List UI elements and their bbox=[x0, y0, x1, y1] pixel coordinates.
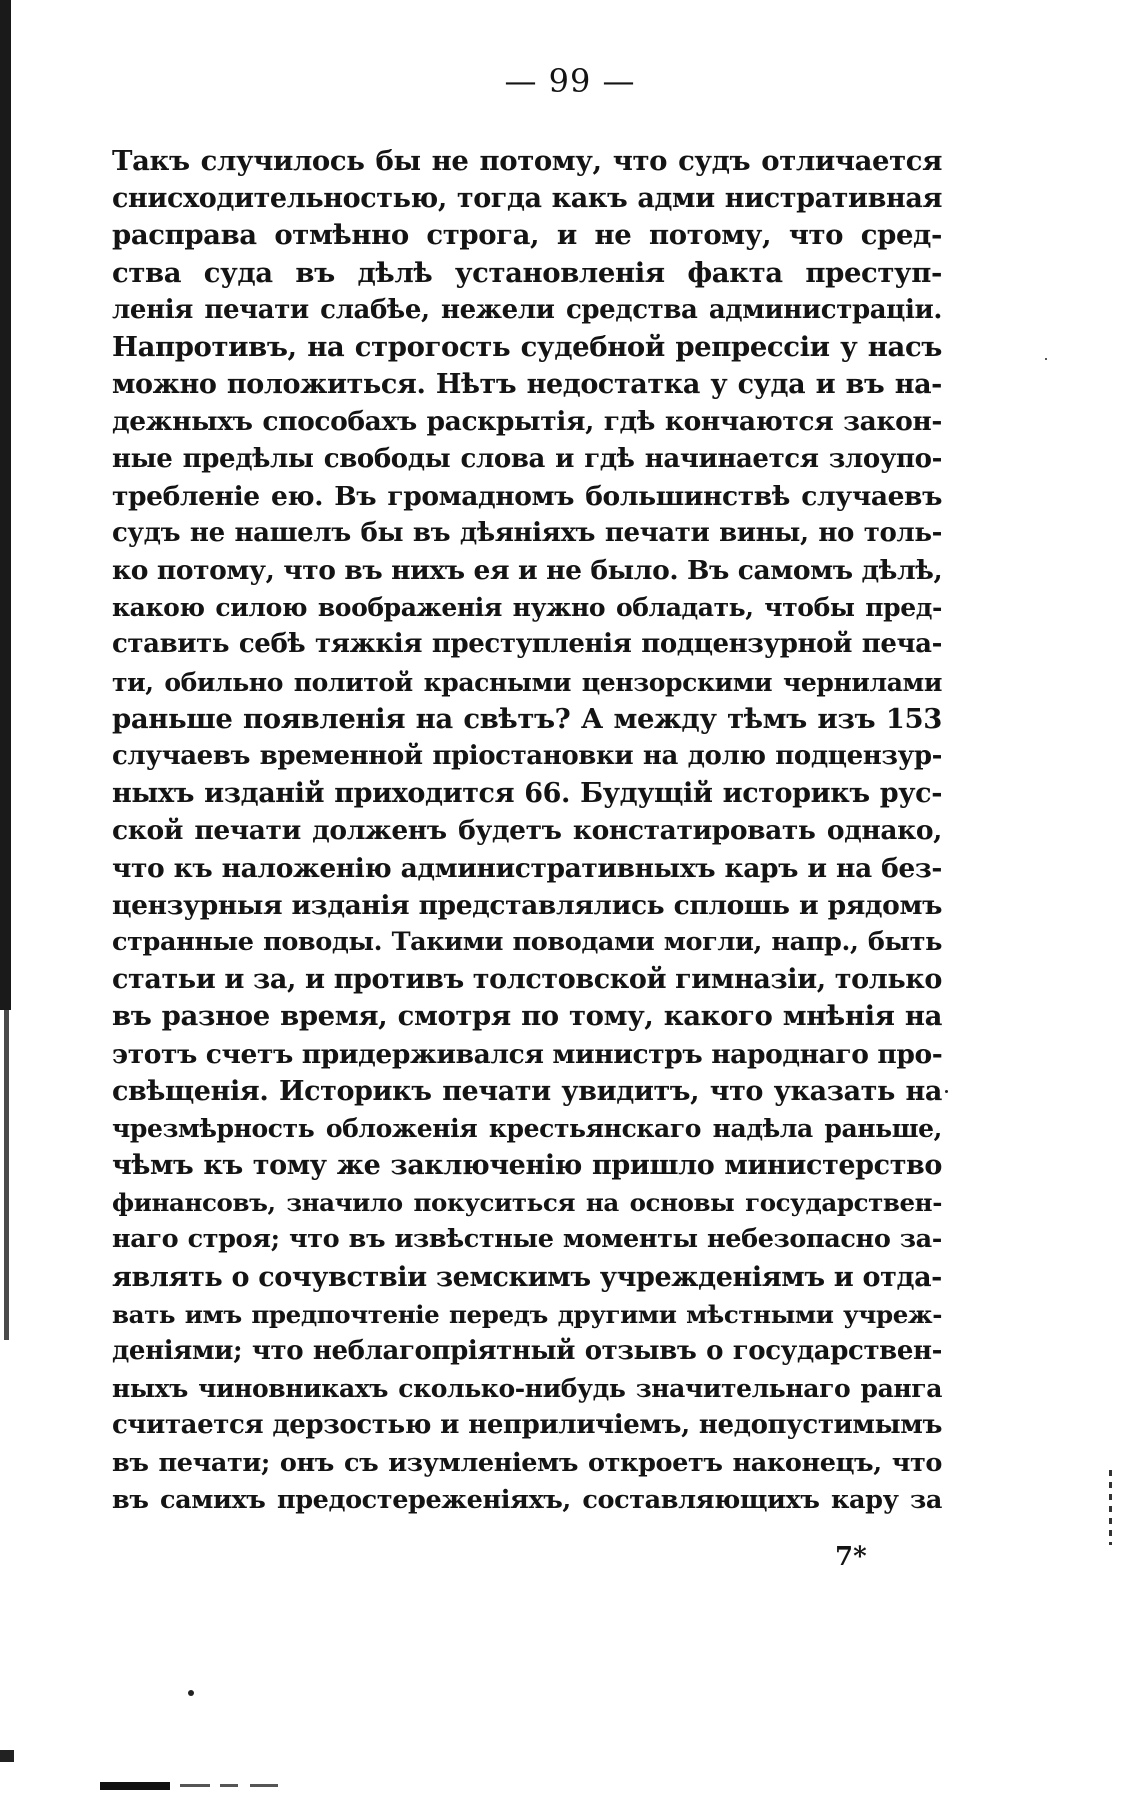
text-line: деніями; что неблагопріятный отзывъ о государствен- bbox=[112, 1336, 942, 1366]
text-line: чѣмъ къ тому же заключенію пришло министерство bbox=[112, 1150, 942, 1182]
text-line: ныхъ чиновникахъ сколько-нибудь значительнаго ранга bbox=[112, 1374, 942, 1404]
text-line: цензурныя изданія представлялись сплошь и рядомъ bbox=[112, 889, 942, 921]
text-line: въ разное время, смотря по тому, какого мнѣнія на bbox=[112, 1000, 942, 1033]
scan-edge-mark bbox=[0, 1750, 14, 1762]
scan-edge-mark bbox=[1109, 1470, 1112, 1545]
ink-speck bbox=[188, 1690, 194, 1696]
scan-artifact-bar bbox=[100, 1782, 170, 1790]
text-line: ко потому, что въ нихъ ея и не было. Въ самомъ дѣлѣ, bbox=[112, 555, 943, 587]
text-line: финансовъ, значило покуситься на основы государствен- bbox=[112, 1188, 942, 1218]
text-line: можно положиться. Нѣтъ недостатка у суда и въ на- bbox=[112, 369, 942, 401]
text-line: что къ наложенію административныхъ каръ и на без- bbox=[112, 852, 942, 884]
page-number: — 99 — bbox=[504, 62, 636, 100]
text-line: расправа отмѣнно строга, и не потому, что сред- bbox=[112, 219, 942, 252]
text-line: считается дерзостью и неприличіемъ, недопустимымъ bbox=[112, 1410, 942, 1441]
text-line: ставить себѣ тяжкія преступленія подцензурной печа- bbox=[112, 629, 942, 660]
text-line: являть о сочувствіи земскимъ учрежденіямъ и отда- bbox=[112, 1261, 942, 1293]
text-line: наго строя; что въ извѣстные моменты небезопасно за- bbox=[112, 1224, 942, 1255]
text-line: судъ не нашелъ бы въ дѣяніяхъ печати вины, но толь- bbox=[112, 517, 942, 548]
text-line: странные поводы. Такими поводами могли, напр., быть bbox=[112, 926, 942, 957]
signature-mark: 7* bbox=[835, 1542, 867, 1572]
text-line: свѣщенія. Историкъ печати увидитъ, что указать на bbox=[112, 1075, 942, 1107]
text-line: дежныхъ способахъ раскрытія, гдѣ кончаются закон- bbox=[112, 406, 942, 438]
text-line: ныхъ изданій приходится 66. Будущій историкъ рус- bbox=[112, 778, 942, 810]
text-line: въ печати; онъ съ изумленіемъ откроетъ наконецъ, что bbox=[112, 1447, 942, 1478]
text-line: этотъ счетъ придерживался министръ народнаго про- bbox=[112, 1038, 943, 1070]
binding-edge-shadow bbox=[0, 0, 11, 1010]
ink-speck bbox=[945, 1090, 948, 1093]
ink-speck bbox=[1045, 358, 1047, 360]
text-line: требленіе ею. Въ громадномъ большинствѣ случаевъ bbox=[112, 480, 942, 512]
text-line: ства суда въ дѣлѣ установленія факта преступ- bbox=[112, 256, 942, 289]
scan-artifact-dash bbox=[180, 1784, 210, 1787]
text-line: ные предѣлы свободы слова и гдѣ начинается злоупо- bbox=[112, 443, 942, 474]
text-line: какою силою воображенія нужно обладать, чтобы пред- bbox=[112, 593, 942, 623]
text-line: вать имъ предпочтеніе передъ другими мѣстными учреж- bbox=[112, 1299, 942, 1329]
text-line: ленія печати слабѣе, нежели средства администраціи. bbox=[112, 294, 942, 325]
text-line: случаевъ временной пріостановки на долю подцензур- bbox=[112, 741, 942, 771]
text-line: ти, обильно политой красными цензорскими чернилами bbox=[112, 667, 942, 697]
text-line: статьи и за, и противъ толстовской гимназіи, только bbox=[112, 964, 942, 996]
text-line: Такъ случилось бы не потому, что судъ отличается bbox=[112, 145, 942, 177]
binding-edge-shadow-lower bbox=[4, 1010, 9, 1340]
text-line: ской печати долженъ будетъ констатировать однако, bbox=[112, 815, 942, 847]
text-line: Напротивъ, на строгость судебной репрессіи у насъ bbox=[112, 330, 942, 363]
scan-artifact-dash bbox=[220, 1784, 238, 1787]
text-line: снисходительностью, тогда какъ адми нистративная bbox=[112, 183, 942, 215]
text-line: въ самихъ предостереженіяхъ, составляющихъ кару за bbox=[112, 1484, 942, 1515]
text-line: раньше появленія на свѣтъ? А между тѣмъ изъ 153 bbox=[112, 702, 942, 735]
text-line: чрезмѣрность обложенія крестьянскаго надѣла раньше, bbox=[112, 1113, 942, 1143]
body-text bbox=[112, 143, 942, 1519]
scan-artifact-dash bbox=[250, 1784, 278, 1787]
